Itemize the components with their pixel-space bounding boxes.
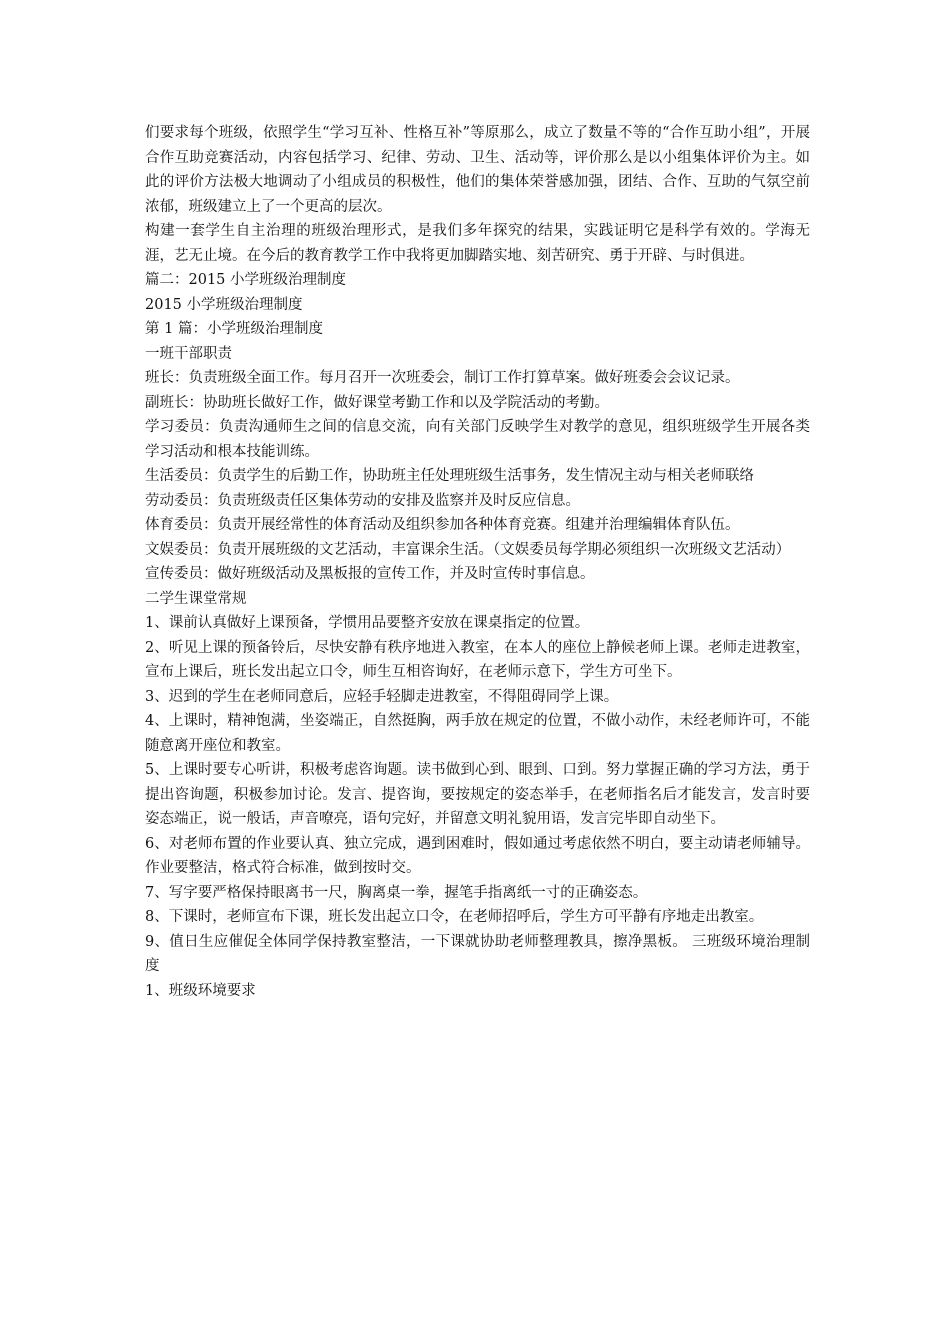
rule-item-5: 5、上课时要专心听讲，积极考虑咨询题。读书做到心到、眼到、口到。努力掌握正确的学习方法，勇于提出咨询题，积极参加讨论。发言、提咨询，要按规定的姿态举手，在老师指名后才能发言，发言时要姿态端正，说一般话，声音嘹亮，语句完好，并留意文明礼貌用语，发言完毕即自动坐下。 <box>145 762 810 827</box>
section-title-part-two: 篇二：2015 小学班级治理制度 <box>145 272 347 288</box>
paragraph-cooperation-groups: 们要求每个班级，依照学生“学习互补、性格互补”等原那么，成立了数量不等的“合作互助小组”，开展合作互助竞赛活动，内容包括学习、纪律、劳动、卫生、活动等，评价那么是以小组集体评价为主。如此的评价方法极大地调动了小组成员的积极性，他们的集体荣誉感加强，团结、合作、互助的气氛空前浓郁，班级建立上了一个更高的层次。 <box>145 125 810 215</box>
rule-item-2: 2、听见上课的预备铃后，尽快安静有秩序地进入教室，在本人的座位上静候老师上课。老师走进教室，宣布上课后，班长发出起立口令，师生互相咨询好，在老师示意下，学生方可坐下。 <box>145 639 810 680</box>
duty-sports-commissioner: 体育委员：负责开展经常性的体育活动及组织参加各种体育竞赛。组建并治理编辑体育队伍。 <box>145 517 740 533</box>
duty-entertainment-commissioner: 文娱委员：负责开展班级的文艺活动，丰富课余生活。（文娱委员每学期必须组织一次班级文艺活动） <box>145 541 791 558</box>
rule-item-9: 9、值日生应催促全体同学保持教室整洁，一下课就协助老师整理教具，擦净黑板。 三班级环境治理制度 <box>145 933 810 974</box>
chapter-title: 第 1 篇：小学班级治理制度 <box>145 321 323 337</box>
document-body <box>145 121 810 1003</box>
duty-labor-commissioner: 劳动委员：负责班级责任区集体劳动的安排及监察并及时反应信息。 <box>145 492 580 509</box>
duty-vice-monitor: 副班长：协助班长做好工作，做好课堂考勤工作和以及学院活动的考勤。 <box>145 394 609 411</box>
rule-item-3: 3、迟到的学生在老师同意后，应轻手轻脚走进教室，不得阻碍同学上课。 <box>145 688 619 705</box>
rule-item-4: 4、上课时，精神饱满，坐姿端正，自然挺胸，两手放在规定的位置，不做小动作，未经老师许可，不能随意离开座位和教室。 <box>145 713 810 754</box>
rule-item-6: 6、对老师布置的作业要认真、独立完成，遇到困难时，假如通过考虑依然不明白，要主动请老师辅导。作业要整洁，格式符合标准，做到按时交。 <box>145 835 810 876</box>
rule-item-7: 7、写字要严格保持眼离书一尺，胸离桌一拳，握笔手指离纸一寸的正确姿态。 <box>145 884 648 901</box>
paragraph-self-management: 构建一套学生自主治理的班级治理形式，是我们多年探究的结果，实践证明它是科学有效的。学海无涯，艺无止境。在今后的教育教学工作中我将更加脚踏实地、刻苦研究、勇于开辟、与时俱进。 <box>145 223 810 264</box>
rule-item-1: 1、课前认真做好上课预备，学惯用品要整齐安放在课桌指定的位置。 <box>145 615 590 631</box>
duty-publicity-commissioner: 宣传委员：做好班级活动及黑板报的宣传工作，并及时宣传时事信息。 <box>145 566 595 582</box>
heading-classroom-rules: 二学生课堂常规 <box>145 590 247 607</box>
rule-item-8: 8、下课时，老师宣布下课，班长发出起立口令，在老师招呼后，学生方可平静有序地走出教室。 <box>145 909 764 925</box>
duty-study-commissioner: 学习委员：负责沟通师生之间的信息交流，向有关部门反映学生对教学的意见，组织班级学生开展各类学习活动和根本技能训练。 <box>145 419 810 460</box>
document-title: 2015 小学班级治理制度 <box>145 296 303 313</box>
duty-life-commissioner: 生活委员：负责学生的后勤工作，协助班主任处理班级生活事务，发生情况主动与相关老师联络 <box>145 468 754 484</box>
heading-cadre-duties: 一班干部职责 <box>145 345 232 362</box>
environment-item-1: 1、班级环境要求 <box>145 982 256 999</box>
duty-monitor: 班长：负责班级全面工作。每月召开一次班委会，制订工作打算草案。做好班委会会议记录。 <box>145 370 740 386</box>
